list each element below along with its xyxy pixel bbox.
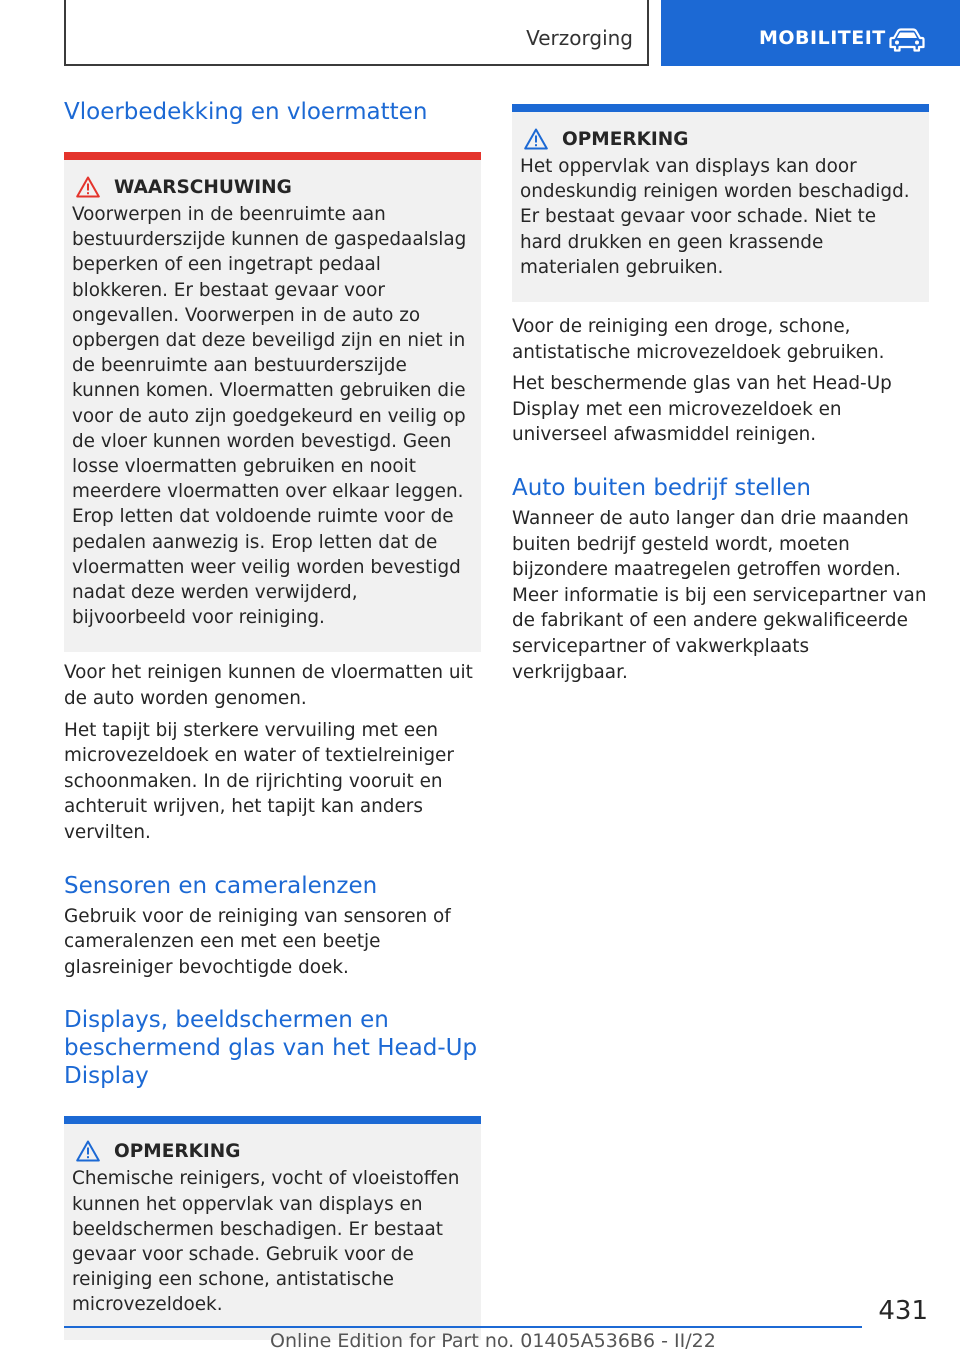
paragraph-floor-1: Voor het reinigen kunnen de vloermatten uit de auto worden genomen. [64, 662, 473, 710]
note-text-right: Het oppervlak van displays kan door ondeskundig reinigen worden beschadigd. Er bestaat gevaar voor schade. Niet te hard drukken en geen krassende materialen gebruiken. [520, 156, 910, 278]
chapter-title: MOBILITEIT [759, 27, 886, 49]
warning-triangle-icon [76, 1140, 100, 1162]
note-title-left: OPMERKING [114, 1140, 241, 1162]
warning-title-row [72, 176, 473, 198]
section-title: Verzorging [526, 26, 633, 50]
right-column [512, 104, 929, 685]
footer-divider [64, 1326, 862, 1328]
paragraph-displays-2: Het beschermende glas van het Head-Up Display met een microvezeldoek en universeel afwasmiddel reinigen. [512, 373, 892, 446]
heading-floor-mats: Vloerbedekking en vloermatten [64, 99, 428, 125]
header-section-box [64, 0, 649, 66]
heading-sensors: Sensoren en cameralenzen [64, 872, 378, 899]
note-text-left: Chemische reinigers, vocht of vloeistoffen kunnen het oppervlak van displays en beeldschermen beschadigen. Er bestaat gevaar voor schade. Gebruik voor de reiniging een schone, antistatische microvezeldoek. [72, 1168, 460, 1316]
warning-title: WAARSCHUWING [114, 176, 292, 198]
paragraph-displays-1: Voor de reiniging een droge, schone, antistatische microvezeldoek gebruiken. [512, 316, 885, 363]
note-title-right: OPMERKING [562, 128, 689, 150]
note-box-right [512, 104, 929, 302]
warning-box [64, 152, 481, 652]
warning-text: Voorwerpen in de beenruimte aan bestuurderszijde kunnen de gaspedaalslag beperken of een ingetrapt pedaal blokkeren. Er bestaat gevaar voor ongevallen. Voorwerpen in de auto zo opbergen dat deze beveiligd zijn en niet in de beenruimte aan bestuurderszijde kunnen komen. Vloermatten gebruiken die voor de auto zijn goedgekeurd en veilig op de vloer kunnen worden bevestigd. Geen losse vloermatten gebruiken en nooit meerdere vloermatten over elkaar leggen. Erop letten dat voldoende ruimte voor de pedalen aanwezig is. Erop letten dat de vloermatten weer veilig worden bevestigd nadat deze werden verwijderd, bijvoorbeeld voor reiniging. [72, 204, 467, 629]
warning-triangle-icon [524, 128, 548, 150]
paragraph-floor-2: Het tapijt bij sterkere vervuiling met een microvezeldoek en water of textielreiniger schoonmaken. In de rijrichting vooruit en achteruit wrijven, het tapijt kan anders vervilten. [64, 719, 454, 844]
heading-displays: Displays, beeldschermen en beschermend glas van het Head-Up Display [64, 1007, 478, 1090]
page-number: 431 [878, 1296, 928, 1326]
warning-triangle-icon [76, 176, 100, 198]
heading-storage: Auto buiten bedrijf stellen [512, 474, 811, 501]
note-box-left [64, 1116, 481, 1339]
paragraph-sensors: Gebruik voor de reiniging van sensoren of cameralenzen een met een beetje glasreiniger bevochtigde doek. [64, 905, 451, 978]
paragraph-storage: Wanneer de auto langer dan drie maanden buiten bedrijf gesteld wordt, moeten bijzondere maatregelen getroffen worden. Meer informatie is bij een servicepartner van de fabrikant of een andere gekwalificeerde servicepartner of vakwerkplaats verkrijgbaar. [512, 507, 927, 683]
car-icon [889, 28, 925, 52]
left-column [64, 98, 481, 1340]
chapter-tab [661, 0, 960, 66]
edition-text: Online Edition for Part no. 01405A536B6 - II/22 [270, 1330, 716, 1352]
note-title-row-right [520, 128, 921, 150]
note-title-row-left [72, 1140, 473, 1162]
